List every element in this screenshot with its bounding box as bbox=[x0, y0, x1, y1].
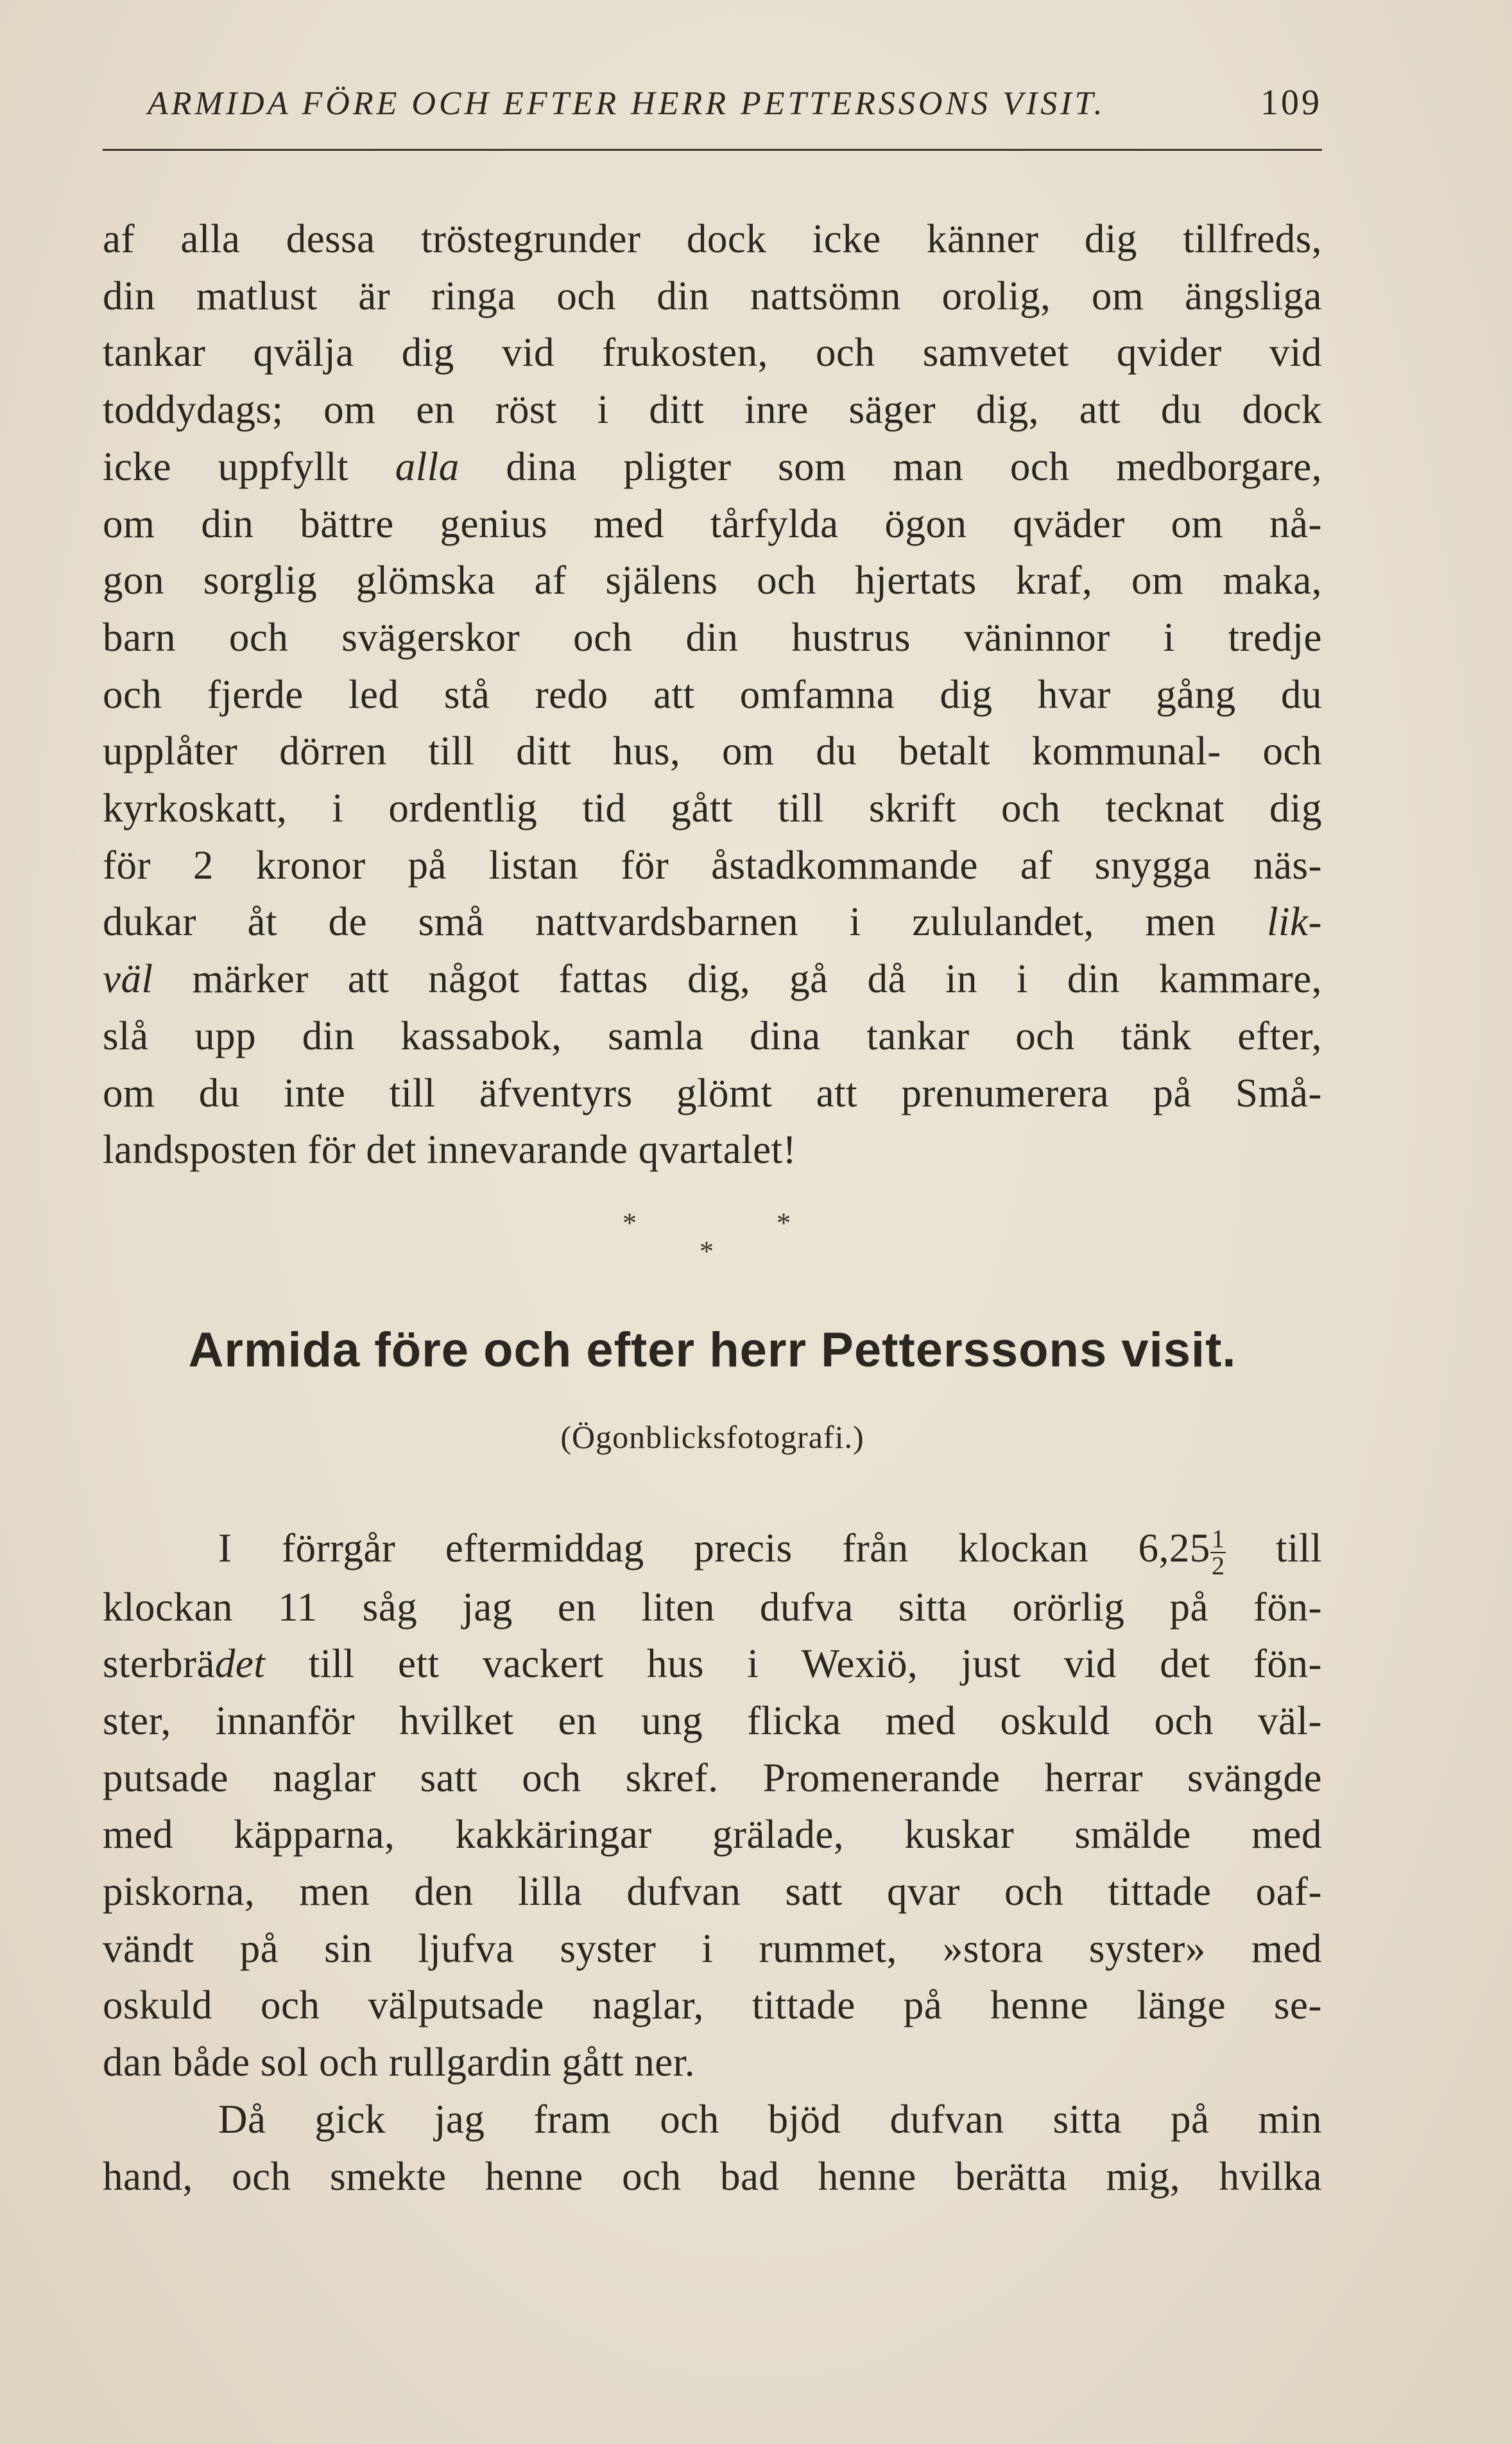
text-line: landsposten för det innevarande qvartalet! bbox=[103, 1127, 797, 1173]
text-line: hand, och smekte henne och bad henne berätta mig, hvilka bbox=[103, 2153, 1322, 2199]
line-text-end: till bbox=[1276, 1526, 1323, 1571]
text-line: icke uppfyllt alla dina pligter som man och medborgare, bbox=[103, 443, 1323, 489]
text-line: om din bättre genius med tårfylda ögon qväder om nå- bbox=[103, 501, 1322, 546]
text-line: för 2 kronor på listan för åstadkommande af snygga näs- bbox=[103, 842, 1322, 888]
text-line: toddydags; om en röst i ditt inre säger dig, att du dock bbox=[103, 387, 1322, 433]
section-heading: Armida före och efter herr Petterssons visit. bbox=[188, 1323, 1237, 1377]
italic-word: lik- bbox=[1267, 899, 1322, 945]
text-line: piskorna, men den lilla dufvan satt qvar och tittade oaf- bbox=[103, 1869, 1322, 1915]
text-line: gon sorglig glömska af själens och hjertats kraf, om maka, bbox=[103, 558, 1322, 603]
text-line: ster, innanför hvilket en ung flicka med oskuld och väl- bbox=[103, 1698, 1322, 1743]
fraction-denominator: 2 bbox=[1211, 1551, 1225, 1580]
running-head bbox=[103, 82, 1322, 123]
text-line: upplåter dörren till ditt hus, om du betalt kommunal- och bbox=[103, 728, 1322, 774]
text-line: med käpparna, kakkäringar grälade, kuskar smälde med bbox=[103, 1812, 1322, 1857]
text-line: oskuld och välputsade naglar, tittade på henne länge se- bbox=[103, 1983, 1322, 2028]
section-break-asterisks bbox=[610, 1207, 815, 1284]
fraction-numerator: 1 bbox=[1211, 1524, 1225, 1553]
page-number: 109 bbox=[1260, 83, 1322, 123]
text-line: tankar qvälja dig vid frukosten, och samvetet qvider vid bbox=[103, 330, 1322, 375]
text-line: klockan 11 såg jag en liten dufva sitta orörlig på fön- bbox=[103, 1584, 1322, 1630]
fraction bbox=[1210, 1526, 1226, 1579]
asterisk: * bbox=[777, 1207, 791, 1239]
text-block-2 bbox=[103, 1520, 1322, 2205]
running-head-title: ARMIDA FÖRE OCH EFTER HERR PETTERSSONS VISIT. bbox=[148, 85, 1106, 122]
italic-word: det bbox=[214, 1641, 266, 1687]
italic-word: alla bbox=[395, 443, 460, 489]
text-line: slå upp din kassabok, samla dina tankar och tänk efter, bbox=[103, 1013, 1322, 1058]
text-line: barn och svägerskor och din hustrus väninnor i tredje bbox=[103, 614, 1322, 660]
text-line: dukar åt de små nattvardsbarnen i zululandet, men lik- bbox=[103, 899, 1322, 945]
text-line: väl märker att något fattas dig, gå då in i din kammare, bbox=[103, 956, 1322, 1002]
text-line: af alla dessa tröstegrunder dock icke känner dig tillfreds, bbox=[103, 216, 1322, 261]
text-line: kyrkoskatt, i ordentlig tid gått till skrift och tecknat dig bbox=[103, 786, 1322, 831]
text-block-1 bbox=[103, 211, 1322, 1178]
text-line: om du inte till äfventyrs glömt att prenumerera på Små- bbox=[103, 1070, 1322, 1115]
line-text: I förrgår eftermiddag precis från klockan 6,25 bbox=[218, 1526, 1210, 1571]
text-line: sterbrädet till ett vackert hus i Wexiö, just vid det fön- bbox=[103, 1641, 1322, 1687]
text-line: dan både sol och rullgardin gått ner. bbox=[103, 2040, 695, 2085]
text-line: vändt på sin ljufva syster i rummet, »stora syster» med bbox=[103, 1925, 1322, 1971]
text-line: din matlust är ringa och din nattsömn orolig, om ängsliga bbox=[103, 273, 1322, 318]
section-subheading: (Ögonblicksfotografi.) bbox=[560, 1419, 864, 1455]
asterisk: * bbox=[623, 1207, 637, 1239]
text-line: och fjerde led stå redo att omfamna dig hvar gång du bbox=[103, 671, 1322, 717]
text-line: Då gick jag fram och bjöd dufvan sitta på min bbox=[218, 2096, 1322, 2142]
asterisk: * bbox=[700, 1235, 714, 1267]
italic-word: väl bbox=[103, 956, 153, 1002]
text-line: putsade naglar satt och skref. Promenerande herrar svängde bbox=[103, 1755, 1322, 1800]
header-rule bbox=[103, 149, 1322, 151]
text-line bbox=[103, 1520, 1322, 1579]
